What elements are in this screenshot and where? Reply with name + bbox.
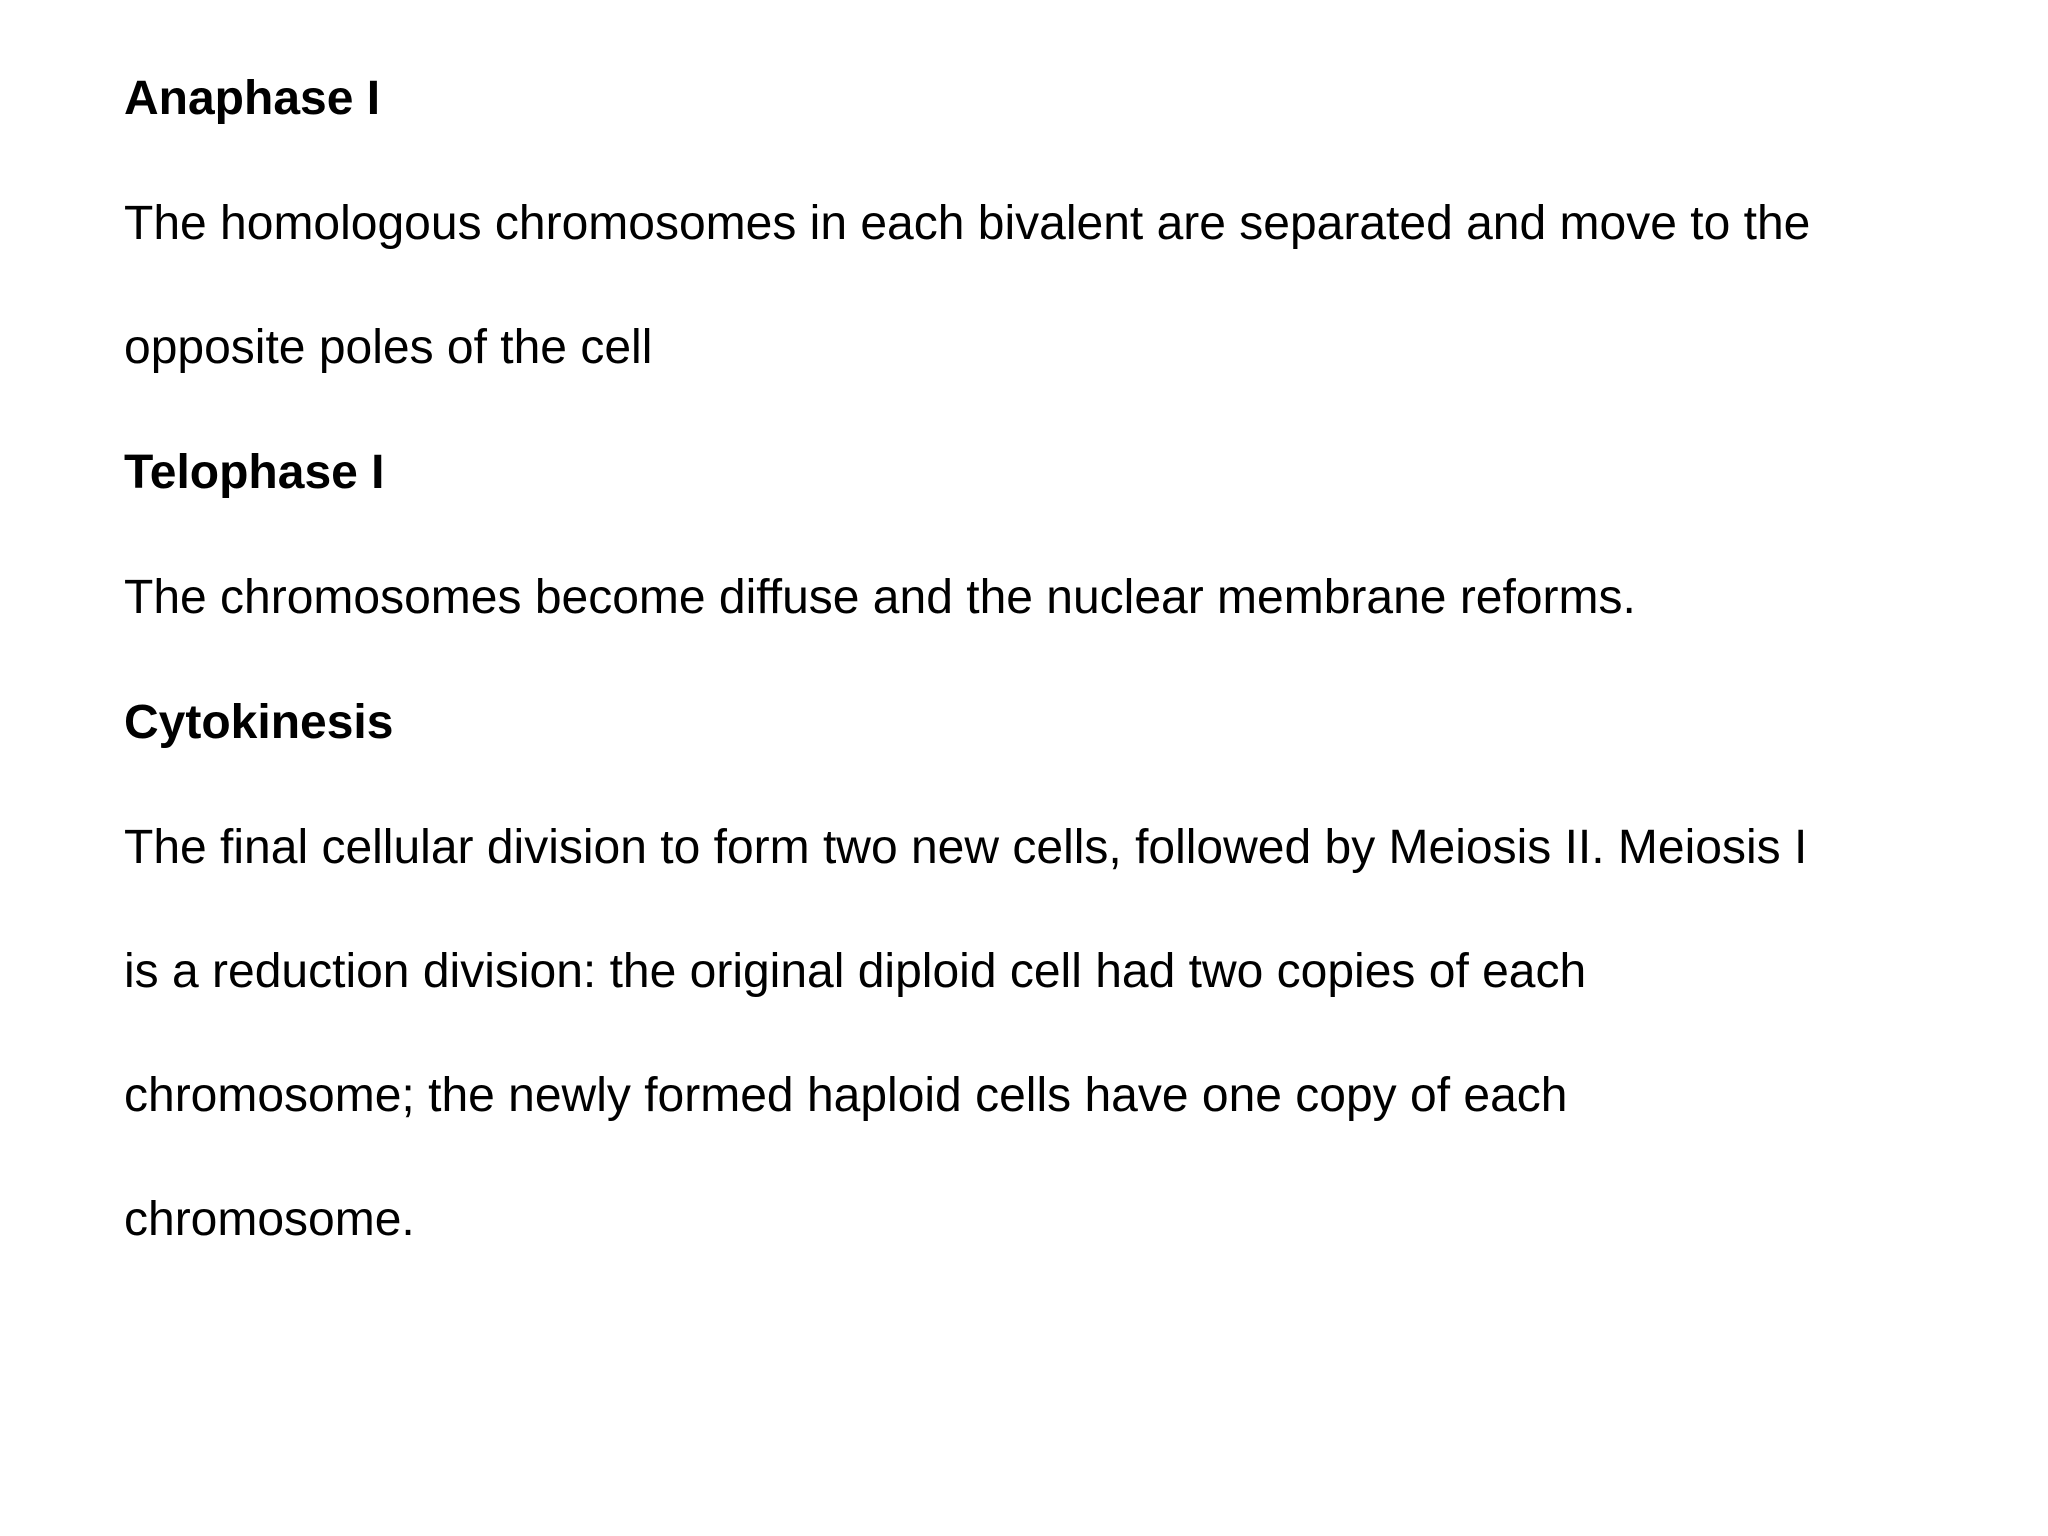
paragraph-line: chromosome; the newly formed haploid cells have one copy of each [124,1069,1568,1122]
paragraph-line: opposite poles of the cell [124,321,653,374]
paragraph-line: The chromosomes become diffuse and the nuclear membrane reforms. [124,571,1636,624]
paragraph-line: The homologous chromosomes in each bivalent are separated and move to the [124,197,1811,250]
section-heading: Anaphase I [124,72,381,125]
section-paragraph [124,786,1984,1282]
section-paragraph [124,536,1984,660]
section-heading: Cytokinesis [124,696,394,749]
paragraph-line: The final cellular division to form two new cells, followed by Meiosis II. Meiosis I [124,821,1808,874]
section-telophase-i [124,434,1984,660]
section-cytokinesis [124,684,1984,1282]
document-page [124,60,1984,1306]
paragraph-line: is a reduction division: the original diploid cell had two copies of each [124,945,1587,998]
section-anaphase-i [124,60,1984,410]
section-paragraph [124,162,1984,410]
section-heading: Telophase I [124,446,385,499]
paragraph-line: chromosome. [124,1193,415,1246]
